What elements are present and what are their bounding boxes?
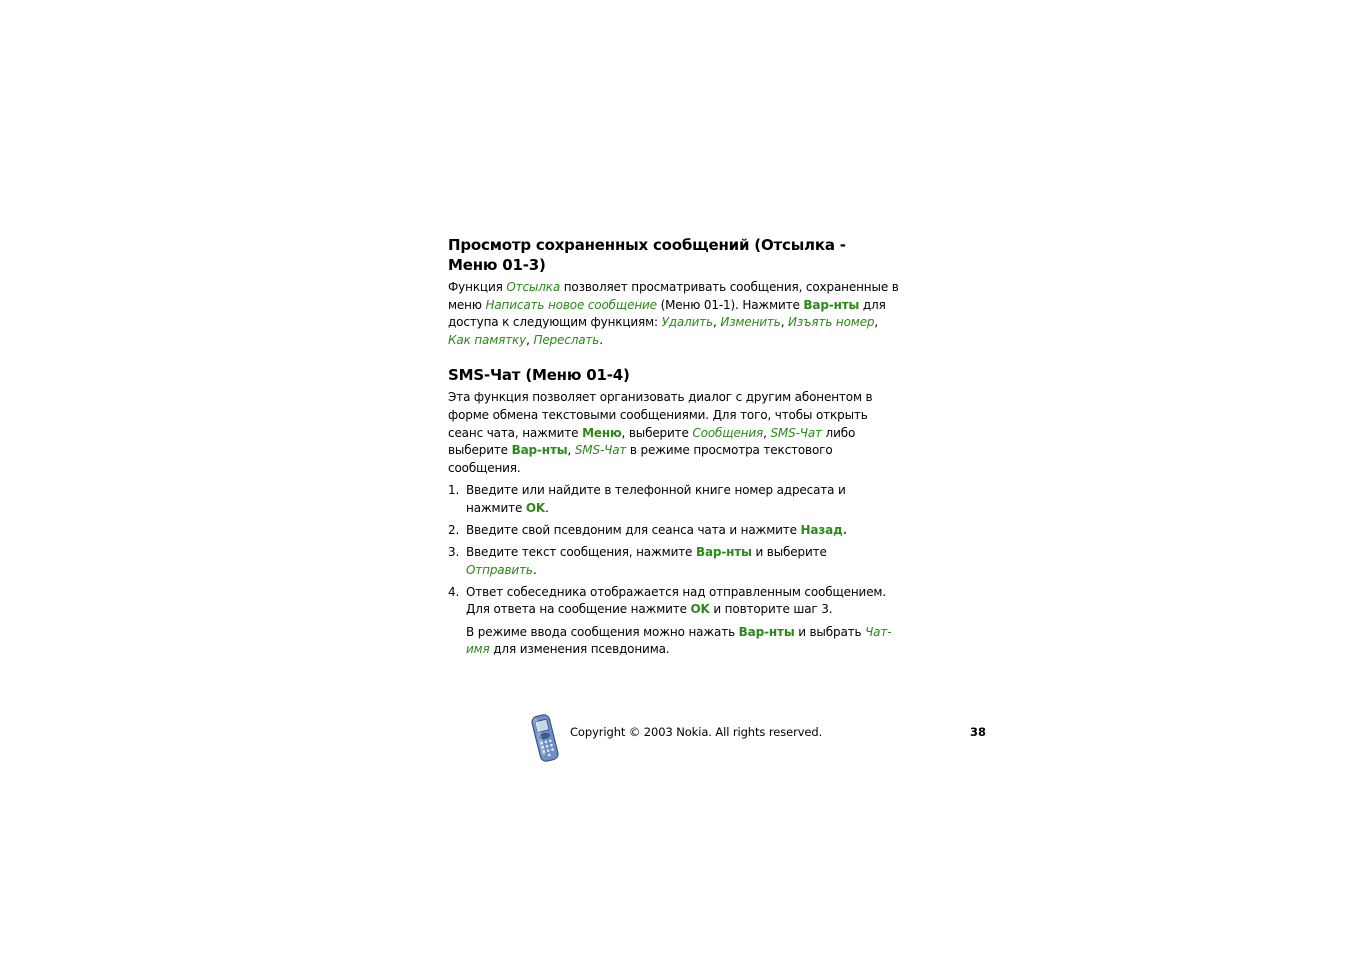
chat-name-note xyxy=(448,624,900,659)
step-number: 4. xyxy=(448,584,460,599)
menu-term-new-message: Написать новое сообщение xyxy=(485,297,657,312)
saved-messages-paragraph xyxy=(448,279,900,349)
key-back: Назад. xyxy=(800,523,848,538)
separator: , xyxy=(567,443,575,458)
separator: , xyxy=(874,315,879,330)
section-heading-saved-messages: Просмотр сохраненных сообщений (Отсылка - Меню 01-3) xyxy=(448,236,846,274)
text-run: и выберите xyxy=(751,545,827,560)
text-run: Эта функция позволяет организовать диалог с другим абонентом в форме обмена текстовыми сообщениями. Для того, чтобы открыть сеанс чата, нажмите xyxy=(448,390,873,440)
text-run: либо выберите xyxy=(448,425,856,458)
menu-term-otsylka: Отсылка xyxy=(506,280,561,294)
menu-term-sms-chat: SMS-Чат xyxy=(770,425,822,440)
menu-term-edit: Изменить xyxy=(720,315,781,330)
key-options: Вар-нты xyxy=(803,297,860,312)
text-run: (Меню 01-1). Нажмите xyxy=(656,297,804,312)
text-run: для доступа к следующим функциям: xyxy=(448,297,886,330)
page-content xyxy=(448,235,900,659)
text-run: . xyxy=(599,332,603,347)
text-run: Введите текст сообщения, нажмите xyxy=(466,545,696,560)
text-run: Введите или найдите в телефонной книге номер адресата и нажмите xyxy=(466,483,846,515)
section-heading-sms-chat: SMS-Чат (Меню 01-4) xyxy=(448,366,630,385)
menu-term-forward: Переслать xyxy=(533,332,600,347)
key-menu: Меню xyxy=(582,425,622,440)
key-ok: OK xyxy=(525,500,546,515)
text-run: и повторите шаг 3. xyxy=(709,602,833,617)
page-number: 38 xyxy=(969,725,986,739)
step-number: 2. xyxy=(448,523,460,538)
key-options: Вар-нты xyxy=(511,443,568,458)
menu-term-sms-chat: SMS-Чат xyxy=(574,443,627,458)
separator: , xyxy=(526,332,534,347)
key-options: Вар-нты xyxy=(738,624,795,639)
text-run: и выбрать xyxy=(794,624,866,639)
menu-term-extract-number: Изъять номер xyxy=(788,315,875,330)
list-item xyxy=(448,544,900,579)
text-run: . xyxy=(532,562,537,577)
text-run: . xyxy=(545,500,549,515)
nokia-phone-icon xyxy=(528,712,562,764)
text-run: Функция xyxy=(448,280,507,294)
page-footer xyxy=(528,712,990,764)
separator: , xyxy=(713,315,721,330)
menu-term-as-note: Как памятку xyxy=(448,332,527,347)
menu-term-send: Отправить xyxy=(466,562,533,577)
step-number: 3. xyxy=(448,545,460,560)
text-run: для изменения псевдонима. xyxy=(489,642,670,657)
text-run: В режиме ввода сообщения можно нажать xyxy=(466,624,739,639)
copyright-text: Copyright © 2003 Nokia. All rights reserved. xyxy=(570,725,823,739)
list-item xyxy=(448,584,900,619)
chat-steps-list xyxy=(448,482,900,619)
step-number: 1. xyxy=(448,483,460,498)
text-run: в режиме просмотра текстового сообщения. xyxy=(448,443,833,475)
text-run: позволяет просматривать сообщения, сохраненные в меню xyxy=(448,280,899,312)
menu-term-messages: Сообщения xyxy=(692,425,764,440)
text-run: Ответ собеседника отображается над отправленным сообщением. Для ответа на сообщение нажмите xyxy=(466,584,886,617)
key-options: Вар-нты xyxy=(695,545,752,560)
separator: , xyxy=(780,315,789,330)
list-item xyxy=(448,482,900,517)
menu-term-delete: Удалить xyxy=(661,315,714,330)
text-run: , выберите xyxy=(621,425,693,440)
key-ok: OK xyxy=(690,602,710,617)
menu-term-chat-name: Чат-имя xyxy=(466,624,892,657)
separator: , xyxy=(763,425,771,440)
list-item xyxy=(448,522,900,540)
sms-chat-paragraph xyxy=(448,389,900,477)
text-run: Введите свой псевдоним для сеанса чата и нажмите xyxy=(466,523,801,538)
